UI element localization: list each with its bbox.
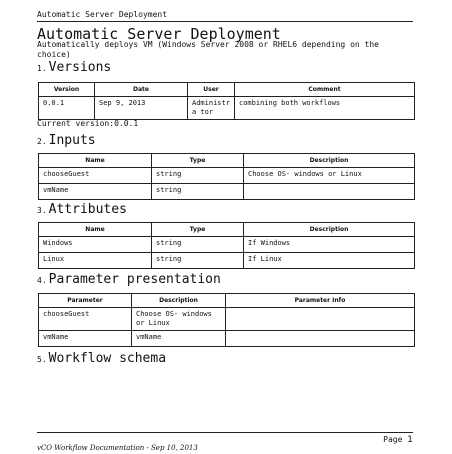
table-cell — [226, 308, 415, 331]
page-label: Page — [383, 435, 403, 444]
table-row — [39, 168, 415, 184]
table-cell: combining both workflows — [235, 97, 415, 120]
section-number: 4. — [37, 276, 47, 285]
inputs-table — [38, 153, 415, 200]
attributes-table — [38, 222, 415, 269]
table-cell: Sep 9, 2013 — [95, 97, 188, 120]
section-number: 2. — [37, 137, 47, 146]
column-header: Description — [132, 294, 226, 308]
column-header: Comment — [235, 83, 415, 97]
column-header: Type — [152, 154, 244, 168]
table-cell: chooseGuest — [39, 168, 152, 184]
table-header-row — [39, 83, 415, 97]
table-cell: Linux — [39, 253, 152, 269]
section-schema-heading — [37, 351, 166, 366]
table-cell: vmName — [132, 331, 226, 347]
document-title: Automatic Server Deployment — [37, 25, 281, 43]
column-header: Type — [152, 223, 244, 237]
section-number: 1. — [37, 64, 47, 73]
section-attributes-heading — [37, 202, 127, 217]
versions-table — [38, 82, 415, 120]
table-cell: If Linux — [244, 253, 415, 269]
table-cell: vmName — [39, 184, 152, 200]
table-cell — [226, 331, 415, 347]
column-header: Name — [39, 223, 152, 237]
page-indicator — [383, 435, 413, 445]
table-cell: Choose OS- windows or Linux — [244, 168, 415, 184]
section-title: Parameter presentation — [48, 272, 221, 287]
table-row — [39, 331, 415, 347]
table-cell: If Windows — [244, 237, 415, 253]
table-cell: string — [152, 237, 244, 253]
section-presentation-heading — [37, 272, 221, 287]
section-title: Inputs — [48, 133, 96, 148]
column-header: Name — [39, 154, 152, 168]
column-header: Parameter — [39, 294, 132, 308]
section-number: 5. — [37, 355, 47, 364]
current-version: Current version:0.0.1 — [37, 119, 139, 128]
table-cell: string — [152, 168, 244, 184]
running-header: Automatic Server Deployment — [37, 10, 413, 22]
section-versions-heading — [37, 60, 111, 75]
page-footer — [37, 432, 413, 454]
section-number: 3. — [37, 206, 47, 215]
table-cell: Windows — [39, 237, 152, 253]
section-title: Workflow schema — [48, 351, 167, 366]
table-cell: string — [152, 253, 244, 269]
table-cell: vmName — [39, 331, 132, 347]
table-cell: Choose OS- windows or Linux — [132, 308, 226, 331]
presentation-table — [38, 293, 415, 347]
table-row — [39, 237, 415, 253]
table-cell: 0.0.1 — [39, 97, 95, 120]
table-cell: string — [152, 184, 244, 200]
column-header: Description — [244, 223, 415, 237]
section-inputs-heading — [37, 133, 96, 148]
section-title: Attributes — [48, 202, 127, 217]
column-header: Parameter Info — [226, 294, 415, 308]
column-header: Date — [95, 83, 188, 97]
document-description: Automatically deploys VM (Windows Server 2008 or RHEL6 depending on the choice) — [37, 40, 379, 59]
footer-doc-info: vCO Workflow Documentation - Sep 10, 2013 — [37, 444, 198, 452]
table-cell: Administra tor — [188, 97, 235, 120]
table-cell — [244, 184, 415, 200]
column-header: Description — [244, 154, 415, 168]
table-header-row — [39, 154, 415, 168]
table-header-row — [39, 223, 415, 237]
column-header: Version — [39, 83, 95, 97]
column-header: User — [188, 83, 235, 97]
table-row — [39, 308, 415, 331]
section-title: Versions — [48, 60, 112, 75]
table-row — [39, 184, 415, 200]
table-header-row — [39, 294, 415, 308]
table-row — [39, 253, 415, 269]
page-number: 1 — [407, 435, 413, 445]
table-row — [39, 97, 415, 120]
table-cell: chooseGuest — [39, 308, 132, 331]
